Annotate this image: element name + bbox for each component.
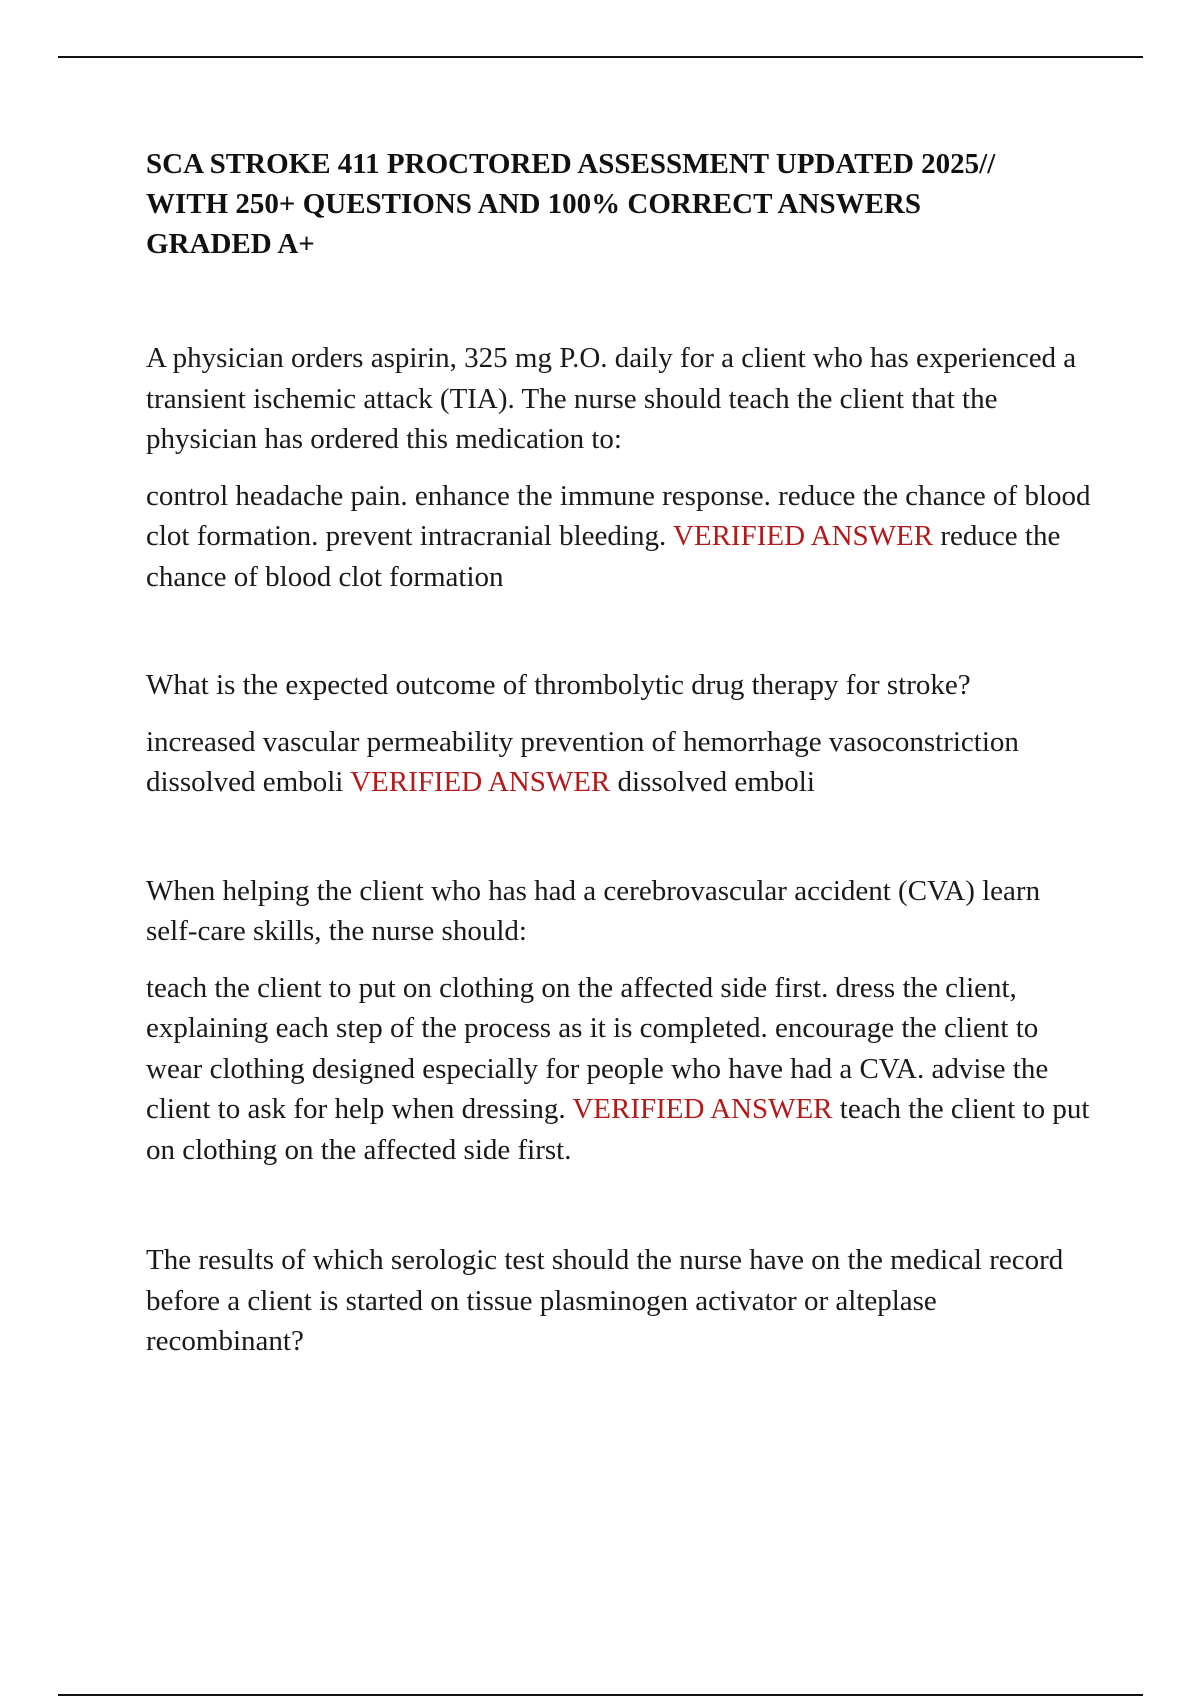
answer-text bbox=[146, 968, 1096, 1171]
document-content bbox=[146, 144, 1096, 1362]
answer-choices: control headache pain. enhance the immune response. reduce the chance of blood clot formation. prevent intracranial bleeding. bbox=[146, 479, 1091, 552]
question-text: What is the expected outcome of thrombolytic drug therapy for stroke? bbox=[146, 669, 971, 701]
verified-answer-label: VERIFIED ANSWER bbox=[672, 520, 934, 552]
answer-text bbox=[146, 722, 1096, 803]
question-text: A physician orders aspirin, 325 mg P.O. daily for a client who has experienced a transient ischemic attack (TIA). The nurse should teach the client that the physician has ordered this medication to: bbox=[146, 342, 1077, 455]
qa-item bbox=[146, 1240, 1096, 1362]
document-title: SCA STROKE 411 PROCTORED ASSESSMENT UPDATED 2025// WITH 250+ QUESTIONS AND 100% CORRECT ANSWERS GRADED A+ bbox=[146, 148, 996, 260]
qa-item bbox=[146, 871, 1096, 1171]
correct-answer: reduce the chance of blood clot formation bbox=[146, 520, 1061, 593]
top-rule bbox=[58, 56, 1143, 58]
bottom-rule bbox=[58, 1694, 1143, 1696]
qa-item bbox=[146, 665, 1096, 803]
correct-answer: teach the client to put on clothing on the affected side first. bbox=[146, 1093, 1090, 1166]
correct-answer: dissolved emboli bbox=[610, 766, 815, 798]
question-text: When helping the client who has had a cerebrovascular accident (CVA) learn self-care skills, the nurse should: bbox=[146, 874, 1041, 947]
answer-text bbox=[146, 476, 1096, 598]
answer-choices: teach the client to put on clothing on the affected side first. dress the client, explaining each step of the process as it is completed. encourage the client to wear clothing designed especially for people who have had a CVA. advise the client to ask for help when dressing. bbox=[146, 971, 1049, 1125]
verified-answer-label: VERIFIED ANSWER bbox=[572, 1093, 833, 1125]
verified-answer-label: VERIFIED ANSWER bbox=[350, 766, 611, 798]
answer-choices: increased vascular permeability prevention of hemorrhage vasoconstriction dissolved emboli bbox=[146, 725, 1019, 798]
qa-item bbox=[146, 338, 1096, 597]
question-text: The results of which serologic test should the nurse have on the medical record before a client is started on tissue plasminogen activator or alteplase recombinant? bbox=[146, 1244, 1064, 1357]
